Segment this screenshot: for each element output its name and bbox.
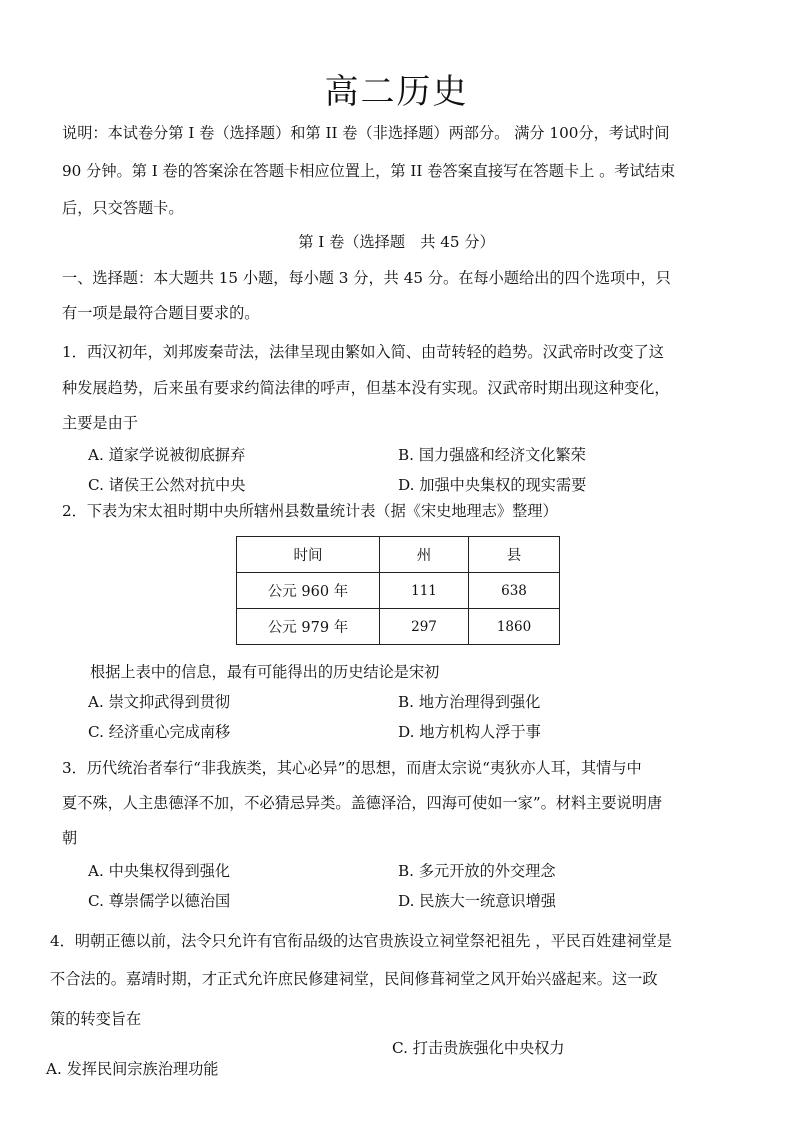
table-row — [237, 573, 560, 609]
q1-option-d: D. 加强中央集权的现实需要 — [398, 476, 587, 494]
table-header-cell: 时间 — [237, 537, 380, 573]
table-header-row — [237, 537, 560, 573]
q1-option-b: B. 国力强盛和经济文化繁荣 — [398, 446, 586, 464]
q2-option-c: C. 经济重心完成南移 — [88, 723, 231, 741]
part1-heading: 第 I 卷（选择题 共 45 分） — [298, 233, 495, 251]
page-title: 高二历史 — [324, 72, 469, 112]
instructions-line-2: 90 分钟。第 I 卷的答案涂在答题卡相应位置上，第 II 卷答案直接写在答题卡上 。考试结束 — [62, 162, 676, 180]
q3-option-c: C. 尊崇儒学以德治国 — [88, 892, 231, 910]
q4-stem-line-3: 策的转变旨在 — [50, 1010, 142, 1028]
q1-option-c: C. 诸侯王公然对抗中央 — [88, 476, 246, 494]
table-cell: 1860 — [469, 609, 560, 645]
q3-stem-line-3: 朝 — [62, 829, 78, 847]
q3-option-d: D. 民族大一统意识增强 — [398, 892, 556, 910]
q1-option-a: A. 道家学说被彻底摒弃 — [88, 446, 246, 464]
instructions-line-1: 说明：本试卷分第 I 卷（选择题）和第 II 卷（非选择题）两部分。 满分 100分，考试时间 — [62, 124, 670, 142]
q2-option-a: A. 崇文抑武得到贯彻 — [88, 693, 231, 711]
q4-stem-line-1: 4．明朝正德以前，法令只允许有官衔品级的达官贵族设立祠堂祭祀祖先 ，平民百姓建祠堂是 — [50, 932, 672, 950]
section1-line-1: 一、选择题：本大题共 15 小题，每小题 3 分，共 45 分。在每小题给出的四个选项中，只 — [62, 269, 671, 287]
q4-stem-line-2: 不合法的。嘉靖时期，才正式允许庶民修建祠堂，民间修葺祠堂之风开始兴盛起来。这一政 — [50, 970, 658, 988]
q3-option-b: B. 多元开放的外交理念 — [398, 862, 556, 880]
table-cell: 111 — [380, 573, 469, 609]
q2-option-b: B. 地方治理得到强化 — [398, 693, 541, 711]
table-cell: 638 — [469, 573, 560, 609]
table-row — [237, 609, 560, 645]
table-header-cell: 县 — [469, 537, 560, 573]
q3-option-a: A. 中央集权得到强化 — [88, 862, 231, 880]
q1-stem-line-2: 种发展趋势，后来虽有要求约简法律的呼声，但基本没有实现。汉武帝时期出现这种变化， — [62, 379, 670, 397]
q2-stem: 2．下表为宋太祖时期中央所辖州县数量统计表（据《宋史地理志》整理） — [62, 502, 558, 520]
q2-option-d: D. 地方机构人浮于事 — [398, 723, 541, 741]
table-cell: 297 — [380, 609, 469, 645]
q3-stem-line-2: 夏不殊，人主患德泽不加，不必猜忌异类。盖德泽洽，四海可使如一家”。材料主要说明唐 — [62, 794, 663, 812]
table-cell: 公元 960 年 — [237, 573, 380, 609]
section1-line-2: 有一项是最符合题目要求的。 — [62, 304, 260, 322]
table-cell: 公元 979 年 — [237, 609, 380, 645]
table-header-cell: 州 — [380, 537, 469, 573]
instructions-line-3: 后，只交答题卡。 — [62, 199, 184, 217]
q2-question: 根据上表中的信息，最有可能得出的历史结论是宋初 — [90, 663, 440, 681]
q1-stem-line-3: 主要是由于 — [62, 414, 138, 432]
q4-option-c: C. 打击贵族强化中央权力 — [392, 1039, 565, 1057]
q3-stem-line-1: 3．历代统治者奉行“非我族类，其心必异”的思想，而唐太宗说“夷狄亦人耳，其情与中 — [62, 759, 642, 777]
q1-stem-line-1: 1．西汉初年，刘邦废秦苛法，法律呈现由繁如入简、由苛转轻的趋势。汉武帝时改变了这 — [62, 343, 664, 361]
county-stats-table — [236, 536, 560, 645]
q4-option-a: A. 发挥民间宗族治理功能 — [46, 1060, 219, 1078]
